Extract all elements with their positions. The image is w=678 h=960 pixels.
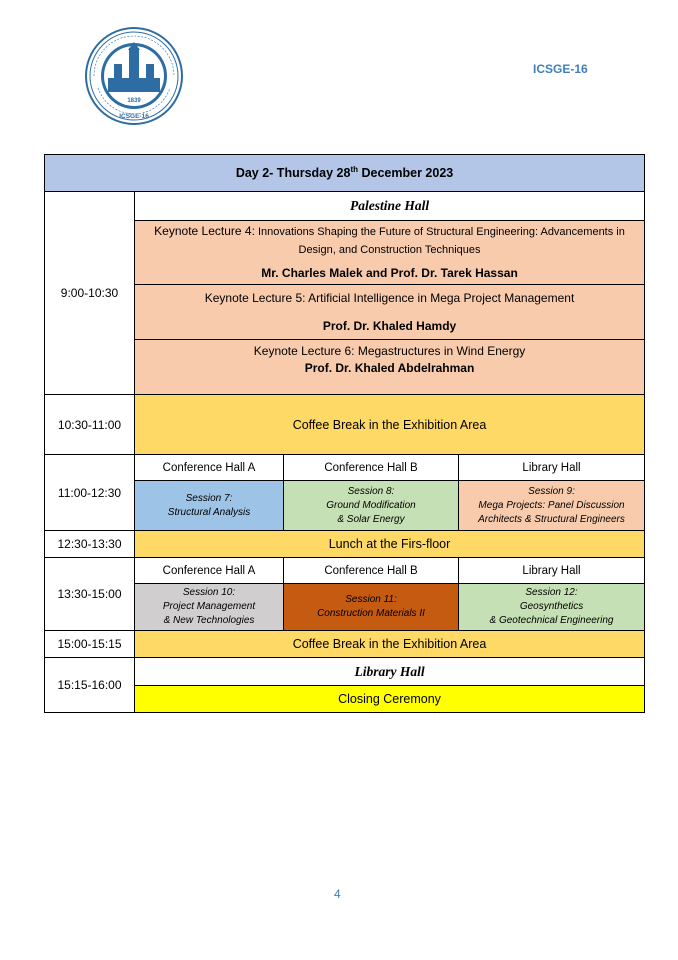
day-schedule-table (44, 154, 645, 713)
keynote-topic: Innovations Shaping the Future of Structural Engineering: Advancements in Design, and Construction Techniques (254, 226, 625, 256)
time-slot: 9:00-10:30 (45, 192, 135, 395)
session-10 (135, 584, 284, 631)
logo-graphic (84, 26, 184, 126)
session-9 (459, 481, 645, 531)
conference-id: ICSGE-16 (533, 62, 588, 76)
session-title: Mega Projects: Panel Discussion (478, 499, 625, 511)
coffee-break: Coffee Break in the Exhibition Area (135, 631, 645, 658)
logo-year: 1839 (127, 98, 141, 104)
keynote-title: Keynote Lecture 5: Artificial Intelligence in Mega Project Management (204, 290, 575, 305)
keynote-lecture-6 (135, 340, 645, 395)
keynote-title: Keynote Lecture 4: (154, 224, 255, 238)
session-11 (284, 584, 459, 631)
session-number: Session 10: (182, 587, 236, 598)
session-title: Construction Materials II (317, 608, 425, 619)
session-7 (135, 481, 284, 531)
keynote-lecture-4 (135, 221, 645, 285)
hall-name: Conference Hall B (284, 558, 459, 584)
hall-name: Library Hall (459, 558, 645, 584)
hall-title: Palestine Hall (135, 192, 645, 221)
time-slot: 13:30-15:00 (45, 558, 135, 631)
hall-title: Library Hall (135, 658, 645, 686)
keynote-title: Keynote Lecture 6: Megastructures in Wind Energy (253, 344, 526, 358)
hall-name: Library Hall (459, 455, 645, 481)
page-number: 4 (334, 887, 341, 901)
session-subtitle: & New Technologies (163, 615, 255, 626)
session-subtitle: & Solar Energy (337, 513, 405, 525)
day-title-post: December 2023 (358, 166, 454, 181)
time-slot: 15:15-16:00 (45, 658, 135, 713)
time-slot: 15:00-15:15 (45, 631, 135, 658)
keynote-speakers: Prof. Dr. Khaled Hamdy (322, 318, 457, 333)
session-subtitle: Architects & Structural Engineers (478, 513, 625, 525)
session-number: Session 9: (528, 485, 575, 497)
session-number: Session 12: (525, 587, 578, 598)
day-title-sup: th (350, 165, 359, 175)
day-header (45, 155, 645, 192)
lunch-break: Lunch at the Firs-floor (135, 531, 645, 558)
keynote-lecture-5 (135, 285, 645, 340)
session-number: Session 8: (347, 485, 395, 497)
session-number: Session 11: (345, 594, 397, 605)
session-title: Project Management (162, 601, 256, 612)
session-title: Geosynthetics (519, 601, 584, 612)
time-slot: 11:00-12:30 (45, 455, 135, 531)
keynote-speakers: Prof. Dr. Khaled Abdelrahman (304, 361, 475, 375)
session-title: Structural Analysis (167, 506, 251, 518)
logo-bottom-text: ICSGE-16 (119, 113, 149, 120)
time-slot: 12:30-13:30 (45, 531, 135, 558)
session-12 (459, 584, 645, 631)
time-slot: 10:30-11:00 (45, 395, 135, 455)
session-number: Session 7: (185, 492, 233, 504)
hall-name: Conference Hall A (135, 455, 284, 481)
hall-name: Conference Hall A (135, 558, 284, 584)
hall-name: Conference Hall B (284, 455, 459, 481)
keynote-speakers: Mr. Charles Malek and Prof. Dr. Tarek Hassan (261, 266, 518, 280)
session-8 (284, 481, 459, 531)
coffee-break: Coffee Break in the Exhibition Area (135, 395, 645, 455)
closing-ceremony: Closing Ceremony (135, 686, 645, 713)
session-title: Ground Modification (326, 499, 416, 511)
day-title-pre: Day 2- Thursday 28 (235, 166, 351, 181)
session-subtitle: & Geotechnical Engineering (489, 615, 614, 626)
university-seal-logo (84, 26, 184, 126)
